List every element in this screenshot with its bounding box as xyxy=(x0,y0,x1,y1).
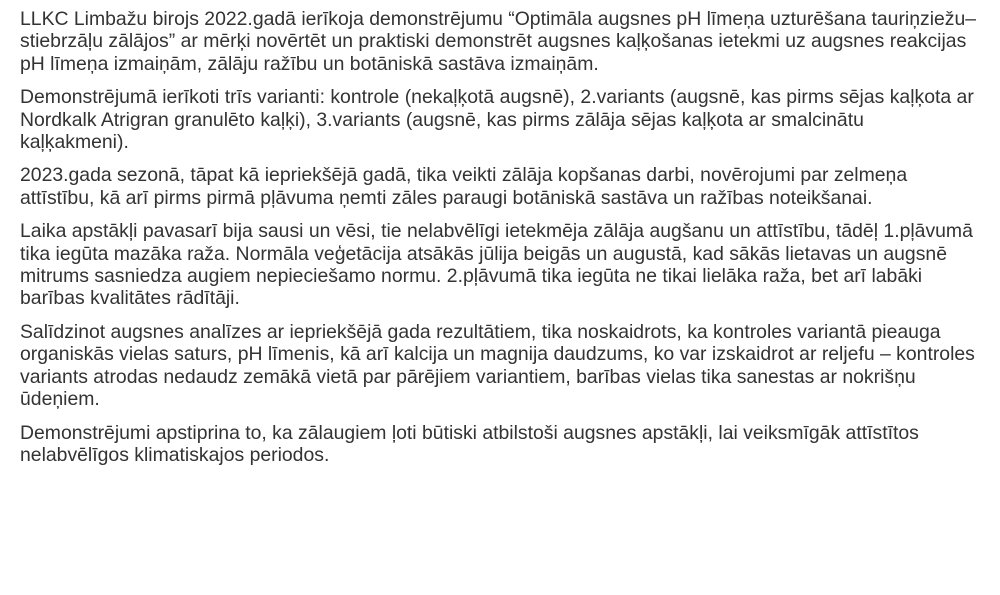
paragraph-season-2023: 2023.gada sezonā, tāpat kā iepriekšējā gadā, tika veikti zālāja kopšanas darbi, novērojumi par zelmeņa attīstību, kā arī pirms pirmā pļāvuma ņemti zāles paraugi botāniskā sastāva un ražības noteikšanai. xyxy=(20,164,908,209)
paragraph-intro: LLKC Limbažu birojs 2022.gadā ierīkoja demonstrējumu “Optimāla augsnes pH līmeņa uzturēšana tauriņziežu–stiebrzāļu zālājos” ar mērķi novērtēt un praktiski demonstrēt augsnes kaļķošanas ietekmi uz augsnes reakcijas pH līmeņa izmaiņām, zālāju ražību un botāniskā sastāva izmaiņām. xyxy=(20,8,977,75)
paragraph-soil-analysis: Salīdzinot augsnes analīzes ar iepriekšējā gada rezultātiem, tika noskaidrots, ka kontroles variantā pieauga organiskās vielas saturs, pH līmenis, kā arī kalcija un magnija daudzums, ko var izskaidrot ar reljefu – kontroles variants atrodas nedaudz zemākā vietā par pārējiem variantiem, barības vielas tika sanestas ar nokrišņu ūdeņiem. xyxy=(20,320,975,411)
paragraph-conclusion: Demonstrējumi apstiprina to, ka zālaugiem ļoti būtiski atbilstoši augsnes apstākļi, lai veiksmīgāk attīstītos nelabvēlīgos klimatiskajos periodos. xyxy=(20,421,919,466)
paragraph-weather: Laika apstākļi pavasarī bija sausi un vēsi, tie nelabvēlīgi ietekmēja zālāja augšanu un attīstību, tādēļ 1.pļāvumā tika iegūta mazāka raža. Normāla veģetācija atsākās jūlija beigās un augustā, kad sākās lietavas un augsnē mitrums sasniedza augiem nepieciešamo normu. 2.pļāvumā tika iegūta ne tikai lielāka raža, bet arī labāki barības kvalitātes rādītāji. xyxy=(20,220,973,310)
paragraph-variants: Demonstrējumā ierīkoti trīs varianti: kontrole (nekaļķotā augsnē), 2.variants (augsnē, kas pirms sējas kaļķota ar Nordkalk Atrigran granulēto kaļķi), 3.variants (augsnē, kas pirms zālāja sējas kaļķota ar smalcinātu kaļķakmeni). xyxy=(20,86,974,154)
